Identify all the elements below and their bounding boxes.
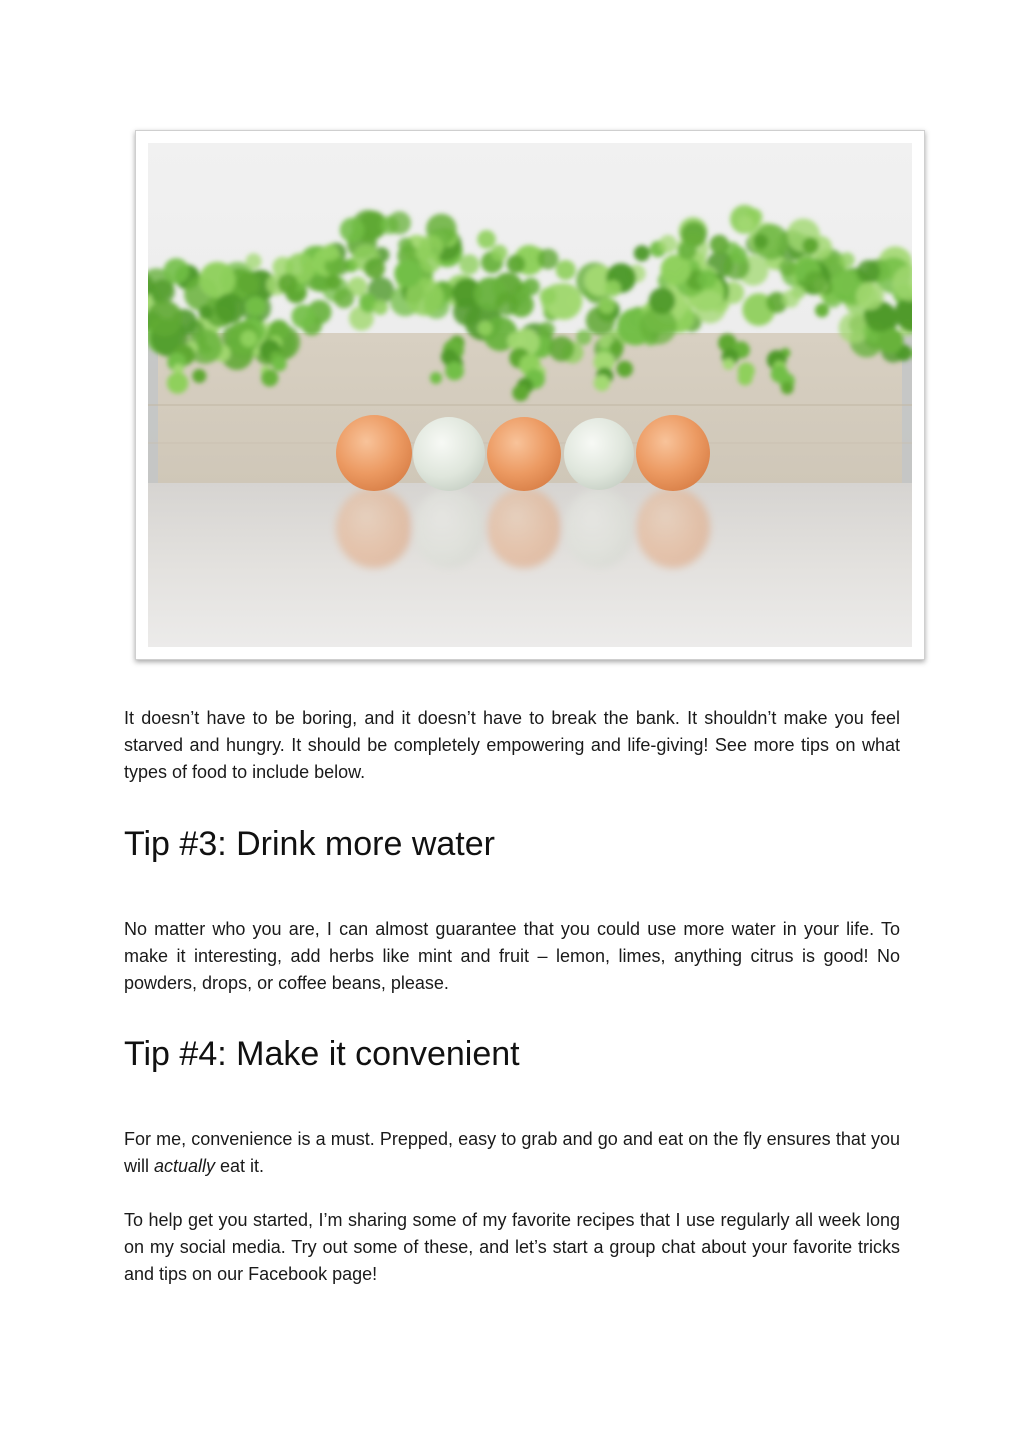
leaf bbox=[649, 288, 676, 315]
leaf bbox=[698, 269, 717, 288]
leaf bbox=[815, 303, 829, 317]
leaf bbox=[512, 385, 529, 402]
leaf bbox=[782, 290, 800, 308]
leaf bbox=[388, 211, 411, 234]
leaf bbox=[246, 253, 262, 269]
leaf bbox=[163, 258, 189, 284]
leaf bbox=[803, 271, 826, 294]
brown-egg bbox=[636, 415, 710, 491]
tip-3-paragraph: No matter who you are, I can almost guarantee that you could use more water in your life. To make it interesting, add herbs like mint and fruit – lemon, limes, anything citrus is good! No powders, drops, or coffee beans, please. bbox=[124, 919, 900, 993]
leaf bbox=[556, 260, 576, 280]
tip-4-heading: Tip #4: Make it convenient bbox=[124, 1035, 520, 1073]
leaf bbox=[364, 258, 385, 279]
leaf bbox=[459, 254, 479, 274]
emphasis-actually: actually bbox=[154, 1156, 216, 1176]
leaf bbox=[781, 382, 794, 395]
leaf bbox=[398, 238, 413, 253]
leaf bbox=[549, 336, 574, 361]
leaf bbox=[148, 300, 182, 336]
leaf bbox=[539, 288, 556, 305]
leaf bbox=[779, 259, 796, 276]
leaf bbox=[659, 235, 677, 253]
recipes-paragraph: To help get you started, I’m sharing some of my favorite recipes that I use regularly all week long on my social media. Try out some of these, and let’s start a group chat about your favorite tricks and tips on our Facebook page! bbox=[124, 1210, 900, 1284]
intro-paragraph: It doesn’t have to be boring, and it doesn’t have to break the bank. It shouldn’t make you feel starved and hungry. It should be completely empowering and life-giving! See more tips on what types of food to include below. bbox=[124, 708, 900, 782]
leaf bbox=[599, 297, 616, 314]
brown-egg bbox=[336, 415, 412, 491]
leaf bbox=[878, 328, 904, 354]
eggs bbox=[336, 415, 710, 491]
leaf bbox=[478, 321, 493, 336]
leaf bbox=[507, 332, 525, 350]
leaf bbox=[576, 330, 591, 345]
leaf bbox=[539, 322, 555, 338]
leaf bbox=[538, 249, 559, 270]
leaf bbox=[394, 260, 422, 288]
leaf bbox=[192, 369, 206, 383]
leaf bbox=[507, 255, 526, 274]
leaf bbox=[678, 241, 697, 260]
brown-egg bbox=[487, 417, 561, 491]
leaf bbox=[245, 296, 265, 316]
leaf bbox=[278, 274, 298, 294]
leaf bbox=[322, 244, 339, 261]
leaf bbox=[291, 305, 315, 329]
leaf bbox=[215, 293, 245, 323]
leaf bbox=[753, 234, 768, 249]
leaf bbox=[261, 369, 278, 386]
tip-3-heading: Tip #3: Drink more water bbox=[124, 825, 495, 863]
leaf bbox=[634, 245, 650, 261]
leaf bbox=[420, 252, 440, 272]
leaf bbox=[710, 235, 729, 254]
leaf bbox=[326, 274, 342, 290]
leaf bbox=[167, 372, 188, 393]
leaf bbox=[491, 245, 508, 262]
leaf bbox=[199, 262, 235, 298]
leaf bbox=[340, 218, 365, 243]
leaf bbox=[857, 260, 881, 284]
leaf bbox=[723, 358, 735, 370]
leaf bbox=[609, 341, 623, 355]
leaf bbox=[150, 279, 175, 304]
leaf bbox=[199, 305, 213, 319]
leaf bbox=[738, 371, 753, 386]
leaf bbox=[856, 282, 884, 310]
tip-4-paragraph bbox=[124, 1126, 900, 1180]
tip-4-text-start: For me, convenience is a must. Prepped, easy to grab and go and eat on the fly ensures that you will bbox=[124, 1129, 900, 1176]
leaf bbox=[605, 280, 622, 297]
white-egg bbox=[564, 418, 634, 490]
tip-4-text-end: eat it. bbox=[215, 1156, 265, 1176]
photo-frame bbox=[135, 130, 925, 660]
leaf bbox=[445, 362, 464, 381]
leaf bbox=[495, 292, 519, 316]
leaf bbox=[238, 272, 260, 294]
leaf bbox=[738, 216, 754, 232]
leaf bbox=[616, 361, 633, 378]
leaf bbox=[272, 357, 287, 372]
leaf bbox=[803, 237, 819, 253]
leaf bbox=[730, 247, 747, 264]
leaf bbox=[477, 230, 496, 249]
leaf bbox=[240, 330, 257, 347]
leaf bbox=[430, 372, 442, 384]
egg-reflections bbox=[336, 488, 710, 568]
leaf bbox=[594, 375, 610, 391]
article-body bbox=[124, 705, 900, 1288]
leaf bbox=[373, 300, 388, 315]
eggs-and-herbs-photo bbox=[148, 143, 912, 647]
leaf bbox=[694, 291, 727, 324]
leaf bbox=[839, 252, 855, 268]
white-egg bbox=[413, 417, 485, 491]
leaf bbox=[334, 288, 354, 308]
